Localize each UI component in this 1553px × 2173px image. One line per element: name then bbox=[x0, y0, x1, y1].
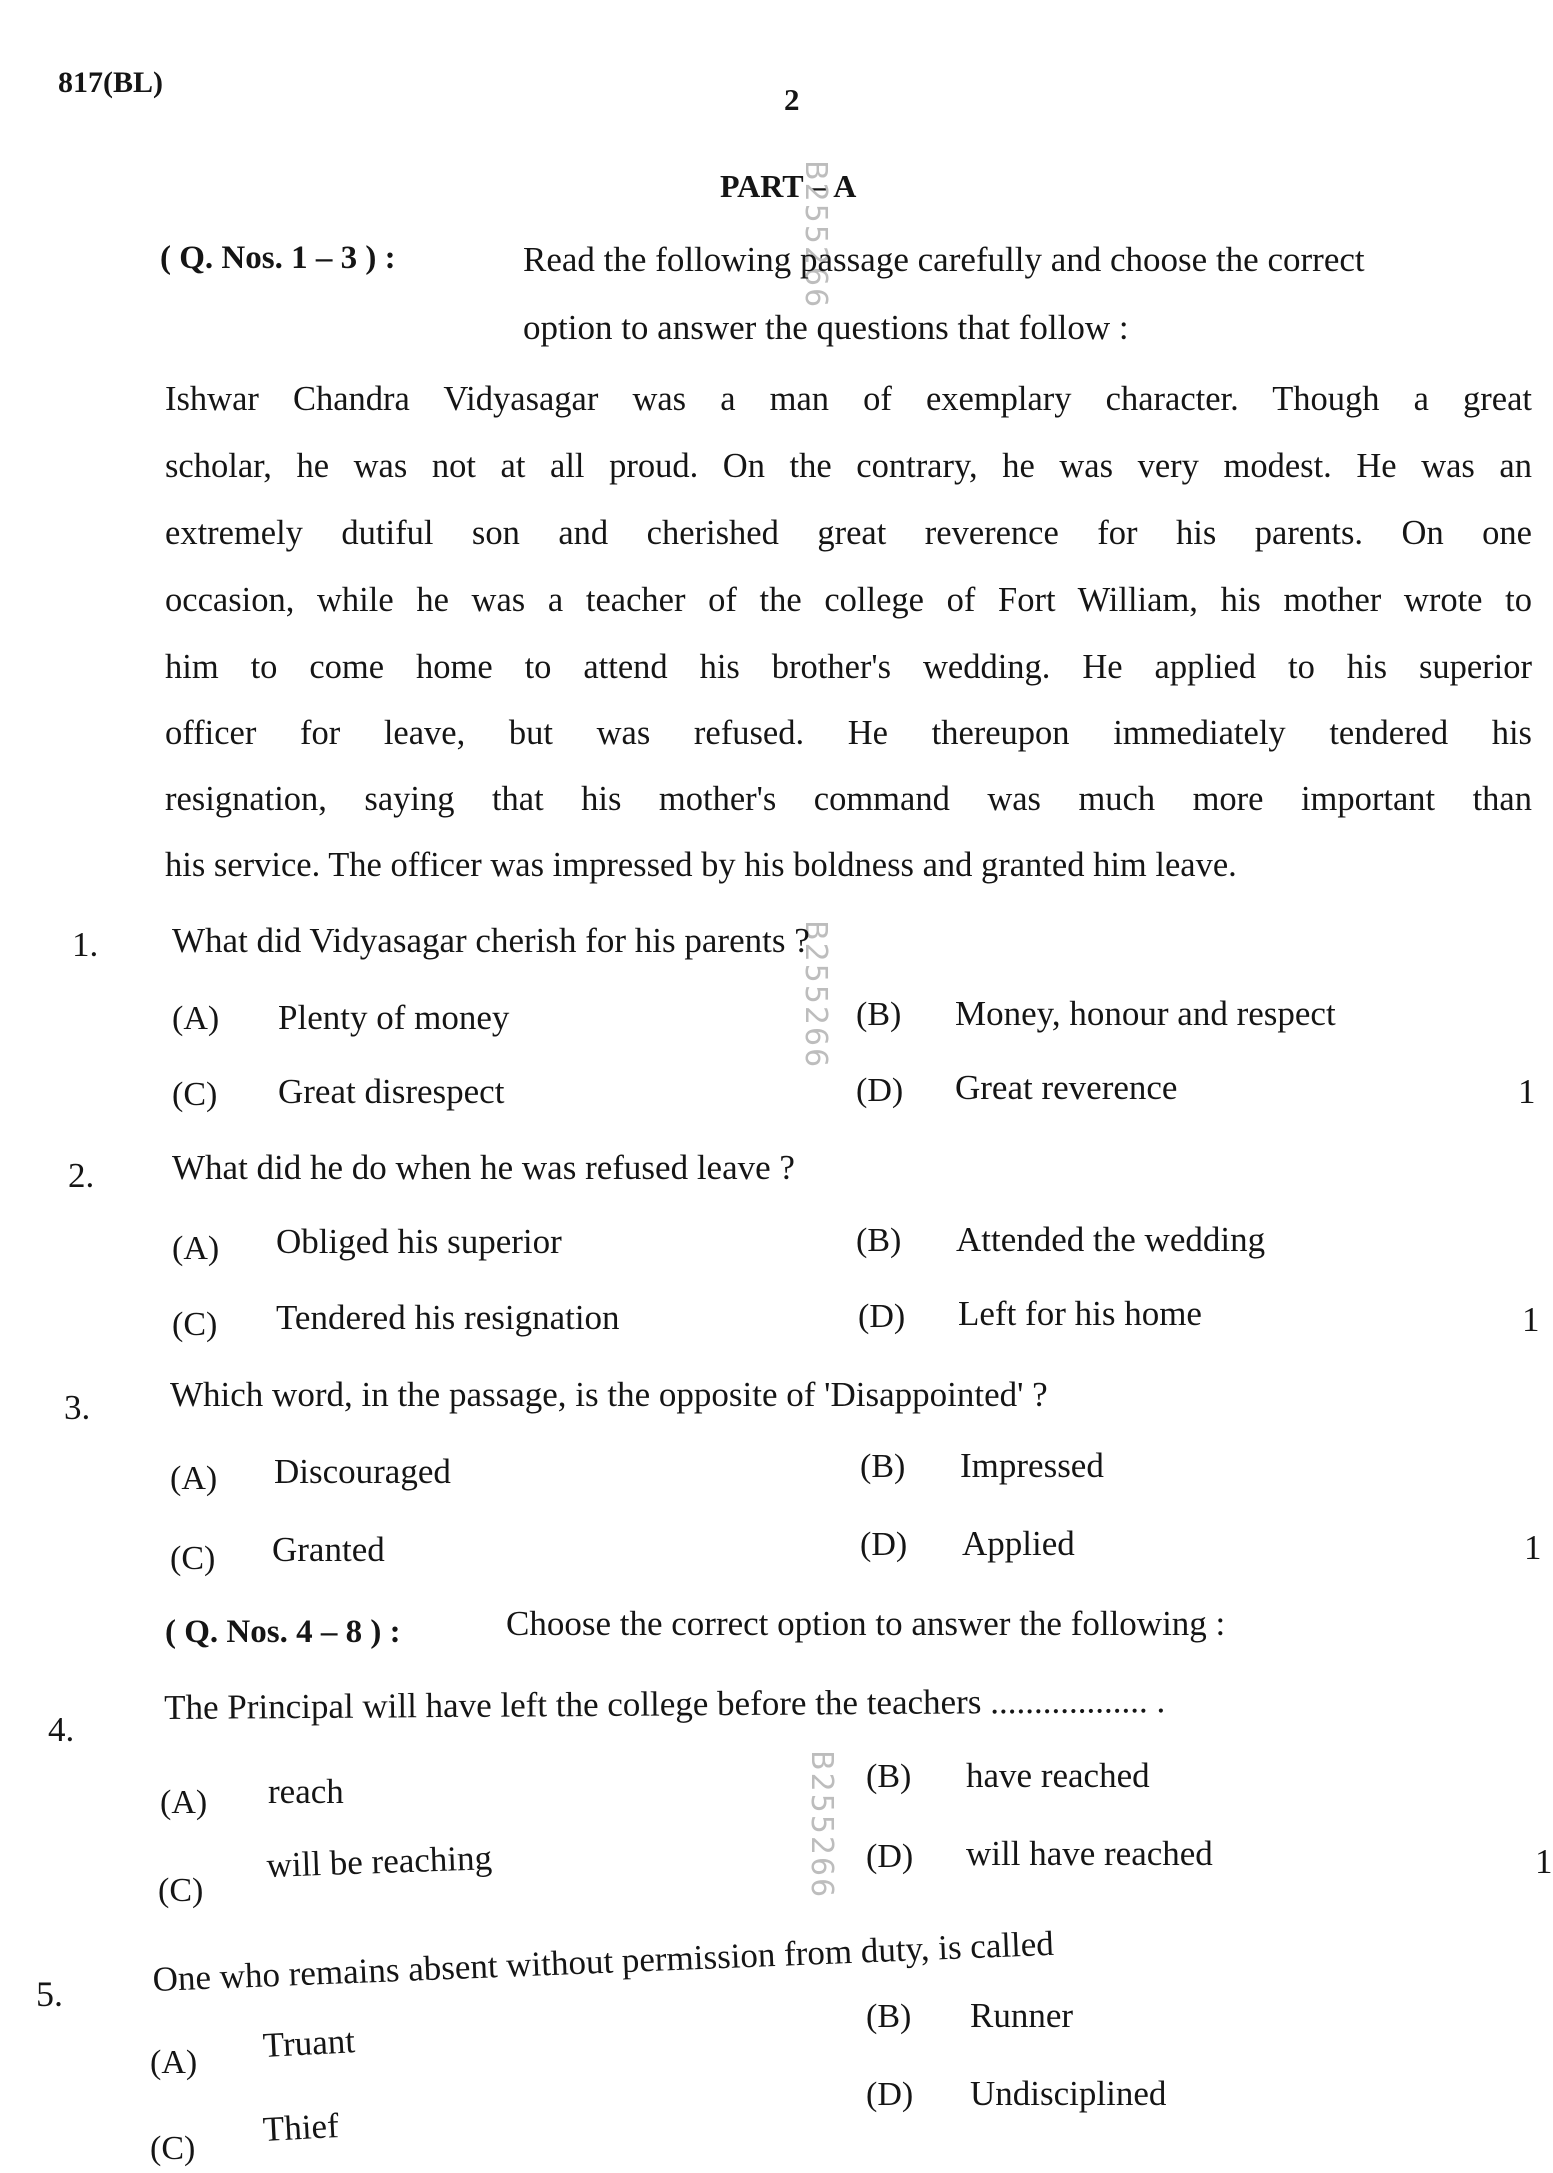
section-label: ( Q. Nos. 1 – 3 ) : bbox=[160, 240, 396, 276]
option-label: (D) bbox=[866, 1838, 914, 1875]
option-text: reach bbox=[268, 1772, 344, 1811]
option-label: (D) bbox=[856, 1072, 904, 1109]
option-label: (D) bbox=[866, 2076, 914, 2113]
question-text: The Principal will have left the college before the teachers .................. . bbox=[163, 1681, 1166, 1727]
page-number: 2 bbox=[784, 82, 800, 117]
paper-code: 817(BL) bbox=[58, 66, 163, 99]
passage-line: occasion, while he was a teacher of the college of Fort William, his mother wrote to bbox=[165, 581, 1532, 619]
option-label: (A) bbox=[172, 1000, 220, 1037]
option-label: (A) bbox=[160, 1784, 208, 1821]
option-text: Tendered his resignation bbox=[276, 1298, 620, 1337]
option-label: (C) bbox=[172, 1076, 218, 1113]
option-text: Plenty of money bbox=[278, 998, 510, 1037]
option-text: Great disrespect bbox=[278, 1072, 505, 1111]
question-number: 2. bbox=[68, 1156, 95, 1195]
option-text: Obliged his superior bbox=[276, 1222, 562, 1261]
option-text: Impressed bbox=[960, 1446, 1104, 1485]
section-label: ( Q. Nos. 4 – 8 ) : bbox=[165, 1614, 401, 1650]
option-label: (D) bbox=[860, 1526, 908, 1563]
section-instruction: Read the following passage carefully and choose the correct bbox=[523, 240, 1365, 279]
passage-line: resignation, saying that his mother's command was much more important than bbox=[165, 780, 1532, 818]
option-text: Undisciplined bbox=[970, 2074, 1167, 2113]
option-label: (C) bbox=[170, 1540, 216, 1577]
option-label: (C) bbox=[158, 1872, 204, 1909]
option-text: Runner bbox=[970, 1996, 1074, 2035]
option-text: Money, honour and respect bbox=[955, 994, 1336, 1033]
passage-line: Ishwar Chandra Vidyasagar was a man of exemplary character. Though a great bbox=[165, 380, 1532, 418]
question-number: 5. bbox=[36, 1974, 63, 2014]
option-label: (D) bbox=[858, 1298, 906, 1335]
watermark-serial: B255266 bbox=[798, 920, 833, 1070]
option-label: (B) bbox=[866, 1998, 912, 2035]
option-text: Great reverence bbox=[955, 1068, 1178, 1107]
option-text: will have reached bbox=[966, 1834, 1213, 1873]
section-instruction: option to answer the questions that follow : bbox=[523, 308, 1129, 347]
option-text: Discouraged bbox=[274, 1452, 451, 1491]
passage-line: extremely dutiful son and cherished great reverence for his parents. On one bbox=[165, 514, 1532, 552]
option-text: Left for his home bbox=[958, 1294, 1202, 1333]
passage-line: him to come home to attend his brother's wedding. He applied to his superior bbox=[165, 648, 1532, 686]
question-marks: 1 bbox=[1524, 1528, 1542, 1567]
question-marks: 1 bbox=[1518, 1072, 1536, 1111]
question-marks: 1 bbox=[1522, 1300, 1540, 1339]
option-label: (A) bbox=[170, 1460, 218, 1497]
option-label: (B) bbox=[856, 1222, 902, 1259]
option-text: Thief bbox=[261, 2106, 340, 2149]
question-text: Which word, in the passage, is the opposite of 'Disappointed' ? bbox=[170, 1375, 1048, 1414]
section-instruction: Choose the correct option to answer the following : bbox=[506, 1604, 1226, 1643]
part-title: PART – A bbox=[720, 168, 857, 204]
watermark-serial: B255266 bbox=[804, 1750, 839, 1900]
question-number: 3. bbox=[64, 1388, 91, 1427]
option-label: (C) bbox=[172, 1306, 218, 1343]
option-text: Truant bbox=[261, 2021, 356, 2065]
option-label: (C) bbox=[150, 2130, 196, 2167]
option-label: (B) bbox=[866, 1758, 912, 1795]
option-label: (A) bbox=[150, 2044, 198, 2081]
option-label: (B) bbox=[856, 996, 902, 1033]
option-text: have reached bbox=[966, 1756, 1150, 1795]
question-number: 4. bbox=[48, 1710, 75, 1749]
option-text: Attended the wedding bbox=[956, 1220, 1266, 1259]
option-label: (B) bbox=[860, 1448, 906, 1485]
option-text: Granted bbox=[272, 1530, 385, 1569]
question-number: 1. bbox=[72, 925, 99, 964]
passage-line: officer for leave, but was refused. He thereupon immediately tendered his bbox=[165, 714, 1532, 752]
watermark-serial: B255266 bbox=[798, 160, 833, 310]
option-text: Applied bbox=[962, 1524, 1075, 1563]
passage-line: scholar, he was not at all proud. On the contrary, he was very modest. He was an bbox=[165, 447, 1532, 485]
option-text: will be reaching bbox=[265, 1838, 493, 1885]
option-label: (A) bbox=[172, 1230, 220, 1267]
question-text: What did Vidyasagar cherish for his parents ? bbox=[172, 921, 810, 960]
question-text: What did he do when he was refused leave ? bbox=[172, 1148, 795, 1187]
passage-line: his service. The officer was impressed by his boldness and granted him leave. bbox=[165, 846, 1237, 884]
question-text: One who remains absent without permission from duty, is called bbox=[151, 1923, 1055, 1999]
question-marks: 1 bbox=[1535, 1842, 1553, 1881]
